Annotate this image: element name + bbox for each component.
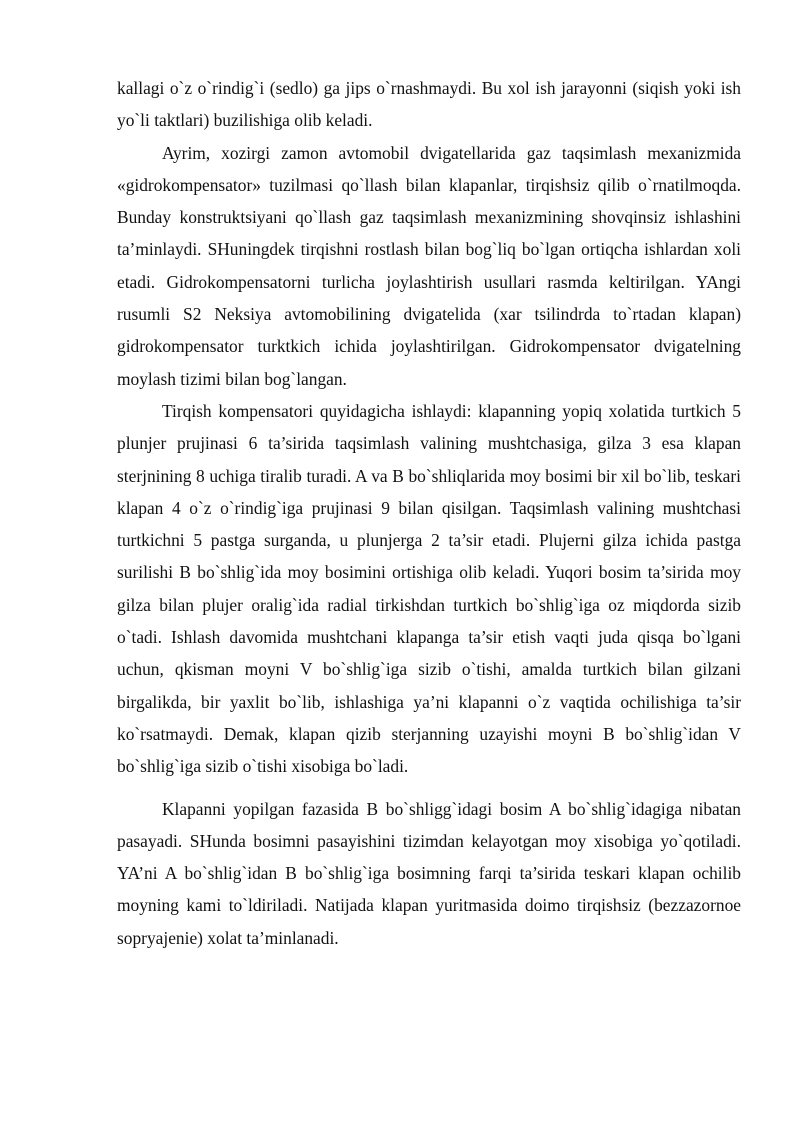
document-body <box>117 72 741 954</box>
paragraph-continuation: kallagi o`z o`rindig`i (sedlo) ga jips o`rnashmaydi. Bu xol ish jarayonni (siqish yoki ish yo`li taktlari) buzilishiga olib keladi. <box>117 78 741 131</box>
paragraph-compensator-operation: Tirqish kompensatori quyidagicha ishlaydi: klapanning yopiq xolatida turtkich 5 plunjer prujinasi 6 ta’sirida taqsimlash valining mushtchasiga, gilza 3 esa klapan sterjnining 8 uchiga tiralib turadi. A va B bo`shliqlarida moy bosimi bir xil bo`lib, teskari klapan 4 o`z o`rindig`iga prujinasi 9 bilan qisilgan. Taqsimlash valining mushtchasi turtkichni 5 pastga surganda, u plunjerga 2 ta’sir etadi. Plujerni gilza ichida pastga surilishi B bo`shlig`ida moy bosimini ortishiga olib keladi. Yuqori bosim ta’sirida moy gilza bilan plujer oralig`ida radial tirkishdan turtkich bo`shlig`iga oz miqdorda sizib o`tadi. Ishlash davomida mushtchani klapanga ta’sir etish vaqti juda qisqa bo`lgani uchun, qkisman moyni V bo`shlig`iga sizib o`tishi, amalda turtkich bilan gilzani birgalikda, bir yaxlit bo`lib, ishlashiga ya’ni klapanni o`z vaqtida ochilishiga ta’sir ko`rsatmaydi. Demak, klapan qizib sterjanning uzayishi moyni B bo`shlig`idan V bo`shlig`iga sizib o`tishi xisobiga bo`ladi. <box>117 400 741 777</box>
paragraph-closed-phase: Klapanni yopilgan fazasida B bo`shligg`idagi bosim A bo`shlig`idagiga nibatan pasayadi. SHunda bosimni pasayishini tizimdan kelayotgan moy xisobiga yo`qotiladi. YA’ni A bo`shlig`idan B bo`shlig`iga bosimning farqi ta’sirida teskari klapan ochilib moyning kami to`ldiriladi. Natijada klapan yuritmasida doimo tirqishsiz (bezzazornoe sopryajenie) xolat ta’minlanadi. <box>117 798 741 948</box>
paragraph-gidrokompensator-intro: Ayrim, xozirgi zamon avtomobil dvigatellarida gaz taqsimlash mexanizmida «gidrokompensator» tuzilmasi qo`llash bilan klapanlar, tirqishsiz qilib o`rnatilmoqda. Bunday konstruktsiyani qo`llash gaz taqsimlash mexanizmining shovqinsiz ishlashini ta’minlaydi. SHuningdek tirqishni rostlash bilan bog`liq bo`lgan ortiqcha ishlardan xoli etadi. Gidrokompensatorni turlicha joylashtirish usullari rasmda keltirilgan. YAngi rusumli S2 Neksiya avtomobilining dvigatelida (xar tsilindrda to`rtadan klapan) gidrokompensator turktkich ichida joylashtirilgan. Gidrokompensator dvigatelning moylash tizimi bilan bog`langan. <box>117 142 741 389</box>
